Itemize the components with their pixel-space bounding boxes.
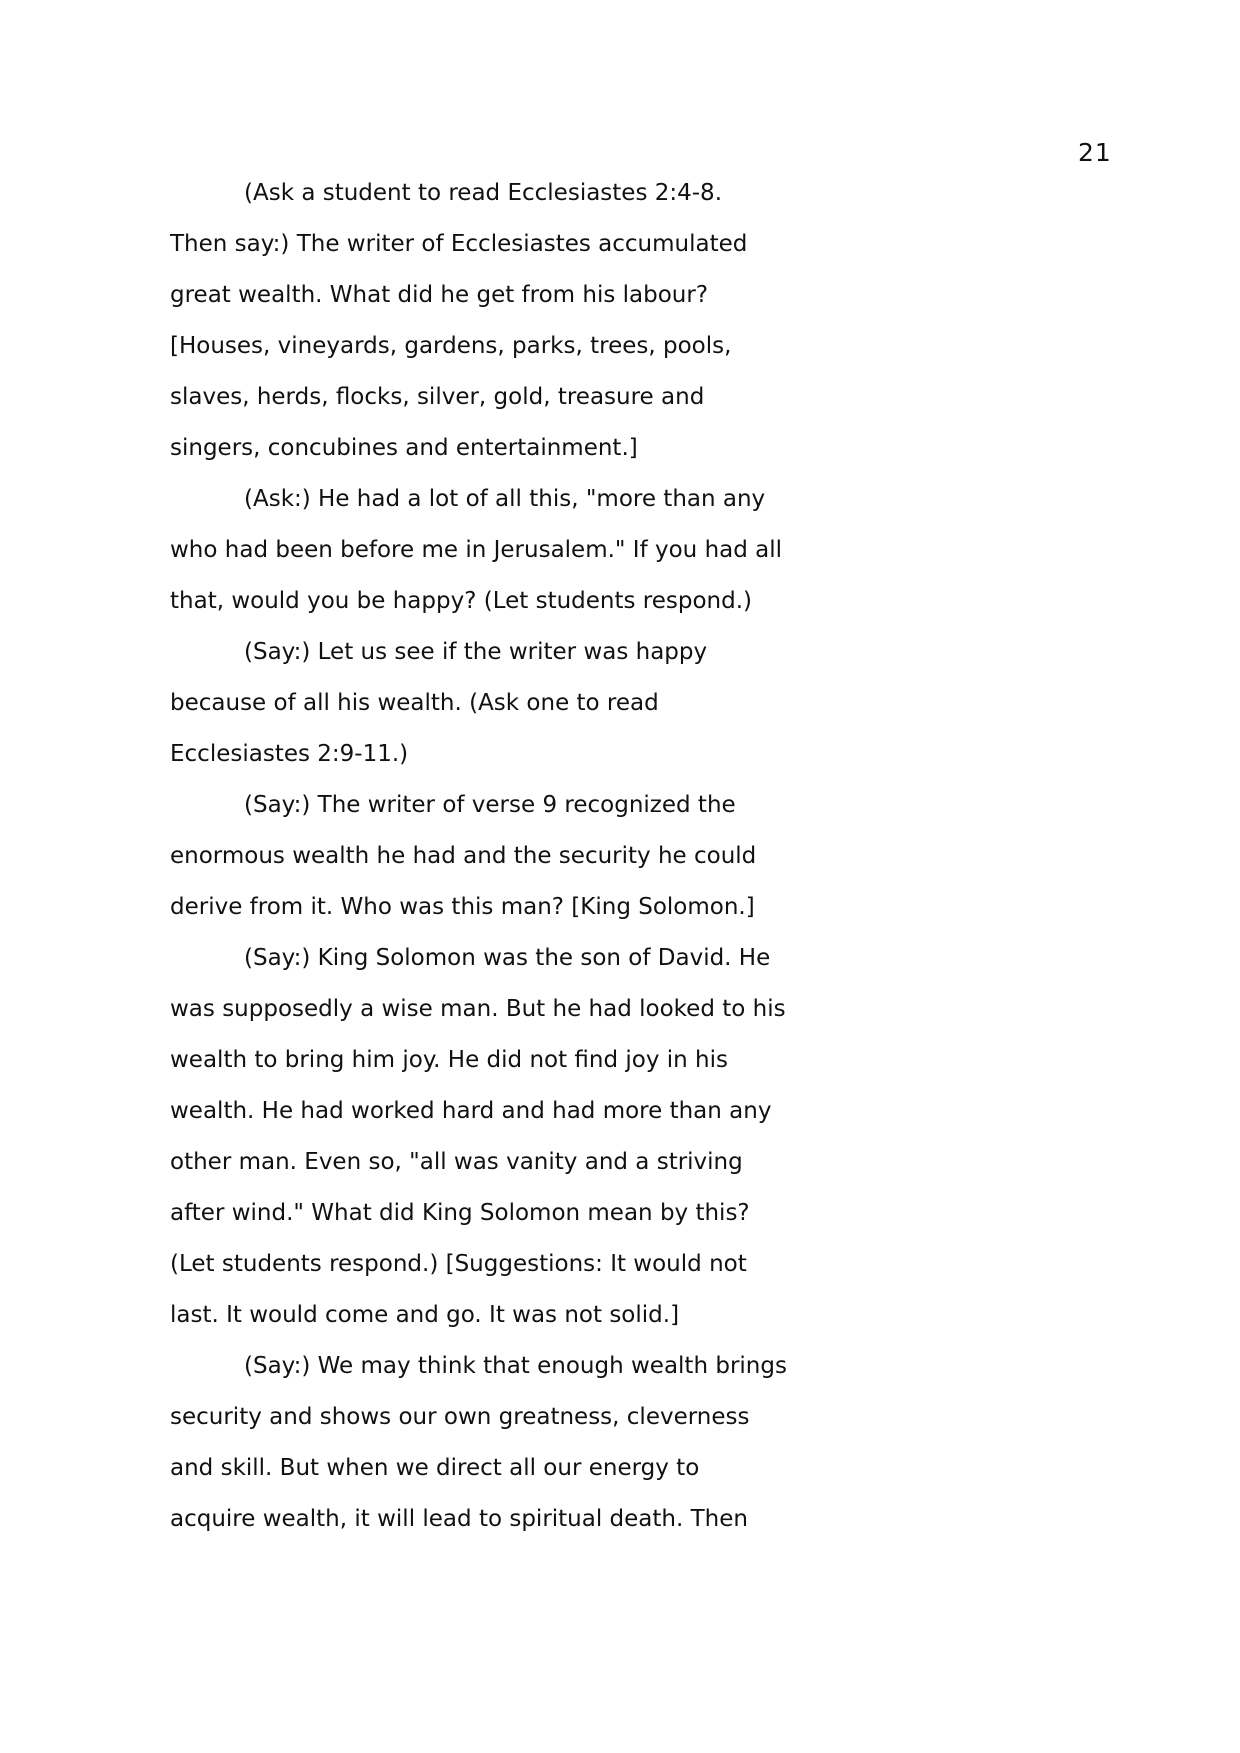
text-line: and skill. But when we direct all our energy to	[170, 1455, 700, 1481]
text-line: (Ask a student to read Ecclesiastes 2:4-8.	[244, 180, 723, 206]
text-line: last. It would come and go. It was not solid.]	[170, 1302, 680, 1328]
text-line: [Houses, vineyards, gardens, parks, trees, pools,	[170, 333, 732, 359]
text-line: after wind." What did King Solomon mean by this?	[170, 1200, 750, 1226]
page-number: 21	[1078, 138, 1112, 167]
text-line: great wealth. What did he get from his labour?	[170, 282, 709, 308]
text-line: wealth. He had worked hard and had more than any	[170, 1098, 772, 1124]
text-line: (Say:) King Solomon was the son of David. He	[244, 945, 771, 971]
text-line: enormous wealth he had and the security he could	[170, 843, 757, 869]
body-text	[170, 178, 810, 1555]
text-line: (Say:) The writer of verse 9 recognized the	[244, 792, 736, 818]
text-line: singers, concubines and entertainment.]	[170, 435, 638, 461]
text-line: derive from it. Who was this man? [King Solomon.]	[170, 894, 755, 920]
text-line: security and shows our own greatness, cleverness	[170, 1404, 750, 1430]
text-line: (Ask:) He had a lot of all this, "more than any	[244, 486, 766, 512]
text-line: that, would you be happy? (Let students respond.)	[170, 588, 753, 614]
text-line: other man. Even so, "all was vanity and a striving	[170, 1149, 743, 1175]
text-line: wealth to bring him joy. He did not find joy in his	[170, 1047, 729, 1073]
text-line: who had been before me in Jerusalem." If you had all	[170, 537, 783, 563]
text-line: slaves, herds, flocks, silver, gold, treasure and	[170, 384, 705, 410]
text-line: acquire wealth, it will lead to spiritual death. Then	[170, 1506, 748, 1532]
text-line: (Say:) We may think that enough wealth brings	[244, 1353, 787, 1379]
text-line: was supposedly a wise man. But he had looked to his	[170, 996, 786, 1022]
text-line: (Say:) Let us see if the writer was happy	[244, 639, 708, 665]
text-line: (Let students respond.) [Suggestions: It would not	[170, 1251, 747, 1277]
text-line: Then say:) The writer of Ecclesiastes accumulated	[170, 231, 748, 257]
text-line: because of all his wealth. (Ask one to read	[170, 690, 659, 716]
text-line: Ecclesiastes 2:9-11.)	[170, 741, 409, 767]
